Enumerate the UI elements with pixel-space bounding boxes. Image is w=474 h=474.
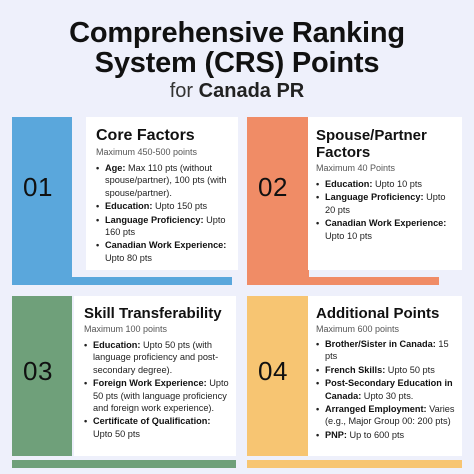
- card-accent-bar: [12, 277, 232, 285]
- subtitle-prefix: for: [169, 80, 194, 102]
- card-heading: Core Factors: [96, 127, 195, 144]
- list-item: • Education: Upto 150 pts: [96, 200, 230, 212]
- card-panel: [86, 117, 238, 270]
- card-panel: [308, 296, 462, 456]
- card-accent-bar: [247, 460, 462, 468]
- list-item: • Education: Upto 50 pts (with language proficiency and post-secondary degree).: [84, 339, 230, 376]
- list-item: • PNP: Up to 600 pts: [316, 429, 456, 441]
- title-line-1: Comprehensive Ranking: [69, 17, 405, 49]
- card-heading: Skill Transferability: [84, 305, 222, 322]
- list-item: • French Skills: Upto 50 pts: [316, 364, 456, 376]
- card-items: [84, 339, 230, 440]
- card-items: [96, 162, 230, 264]
- card-maximum: Maximum 100 points: [84, 324, 168, 334]
- list-item: • Brother/Sister in Canada: 15 pts: [316, 338, 456, 363]
- list-item: • Canadian Work Experience: Upto 10 pts: [316, 217, 456, 242]
- card-number: 03: [23, 356, 53, 386]
- list-item: • Language Proficiency: Upto 20 pts: [316, 191, 456, 216]
- page-title: [0, 18, 474, 78]
- list-item: • Canadian Work Experience: Upto 80 pts: [96, 239, 230, 264]
- card-accent-bar: [12, 460, 236, 468]
- list-item: • Arranged Employment: Varies (e.g., Major Group 00: 200 pts): [316, 403, 456, 428]
- list-item: • Age: Max 110 pts (without spouse/partner), 100 pts (with spouse/partner).: [96, 162, 230, 199]
- card-accent-bar: [247, 277, 439, 285]
- list-item: • Foreign Work Experience: Upto 50 pts (with language proficiency and foreign work experience).: [84, 377, 230, 414]
- card-items: [316, 178, 456, 242]
- card-heading: Additional Points: [316, 305, 440, 322]
- card-items: [316, 338, 456, 441]
- page-subtitle: [0, 80, 474, 103]
- card-heading: Spouse/Partner Factors: [316, 127, 427, 161]
- list-item: • Post-Secondary Education in Canada: Upto 30 pts.: [316, 377, 456, 402]
- card-number: 04: [258, 356, 288, 386]
- list-item: • Education: Upto 10 pts: [316, 178, 456, 190]
- card-number: 02: [258, 172, 288, 202]
- subtitle-country: Canada PR: [198, 80, 305, 102]
- list-item: • Certificate of Qualification: Upto 50 pts: [84, 415, 230, 440]
- card-panel: [74, 296, 236, 456]
- card-maximum: Maximum 450-500 points: [96, 147, 198, 157]
- list-item: • Language Proficiency: Upto 160 pts: [96, 214, 230, 239]
- card-panel: [308, 117, 462, 270]
- card-maximum: Maximum 40 Points: [316, 163, 396, 173]
- card-number: 01: [23, 172, 53, 202]
- title-line-2: System (CRS) Points: [94, 47, 380, 79]
- card-maximum: Maximum 600 points: [316, 324, 400, 334]
